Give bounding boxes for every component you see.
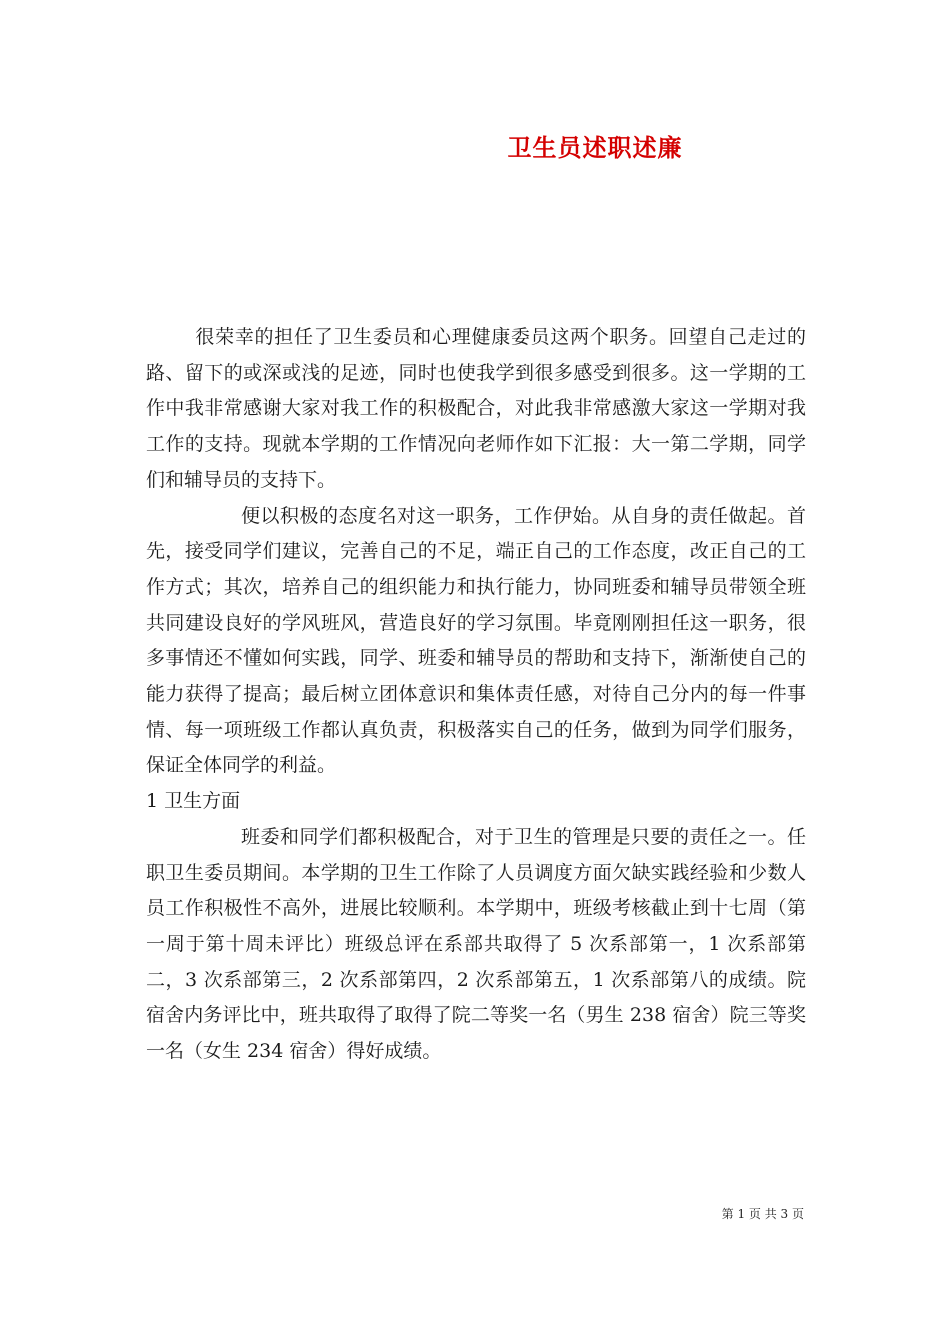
document-title: 卫生员述职述廉	[507, 134, 683, 162]
page-footer: 第 1 页 共 3 页	[721, 1207, 804, 1221]
paragraph-attitude: 便以积极的态度名对这一职务，工作伊始。从自身的责任做起。首先，接受同学们建议，完善自己的不足，端正自己的工作态度，改正自己的工作方式；其次，培养自己的组织能力和执行能力，协同班委和辅导员带领全班共同建设良好的学风班风，营造良好的学习氛围。毕竟刚刚担任这一职务，很多事情还不懂如何实践，同学、班委和辅导员的帮助和支持下，渐渐使自己的能力获得了提高；最后树立团体意识和集体责任感，对待自己分内的每一件事情、每一项班级工作都认真负责，积极落实自己的任务，做到为同学们服务，保证全体同学的利益。	[146, 504, 806, 777]
paragraph-intro: 很荣幸的担任了卫生委员和心理健康委员这两个职务。回望自己走过的路、留下的或深或浅的足迹，同时也使我学到很多感受到很多。这一学期的工作中我非常感谢大家对我工作的积极配合，对此我非常感激大家这一学期对我工作的支持。现就本学期的工作情况向老师作如下汇报：大一第二学期，同学们和辅导员的支持下。	[146, 326, 806, 491]
section-heading-hygiene: 1 卫生方面	[146, 790, 241, 813]
document-body	[146, 320, 806, 1070]
paragraph-hygiene: 班委和同学们都积极配合，对于卫生的管理是只要的责任之一。任职卫生委员期间。本学期的卫生工作除了人员调度方面欠缺实践经验和少数人员工作积极性不高外，进展比较顺利。本学期中，班级考核截止到十七周（第一周于第十周未评比）班级总评在系部共取得了 5 次系部第一，1 次系部第二，3 次系部第三，2 次系部第四，2 次系部第五，1 次系部第八的成绩。院宿舍内务评比中，班共取得了取得了院二等奖一名（男生 238 宿舍）院三等奖一名（女生 234 宿舍）得好成绩。	[146, 825, 806, 1063]
